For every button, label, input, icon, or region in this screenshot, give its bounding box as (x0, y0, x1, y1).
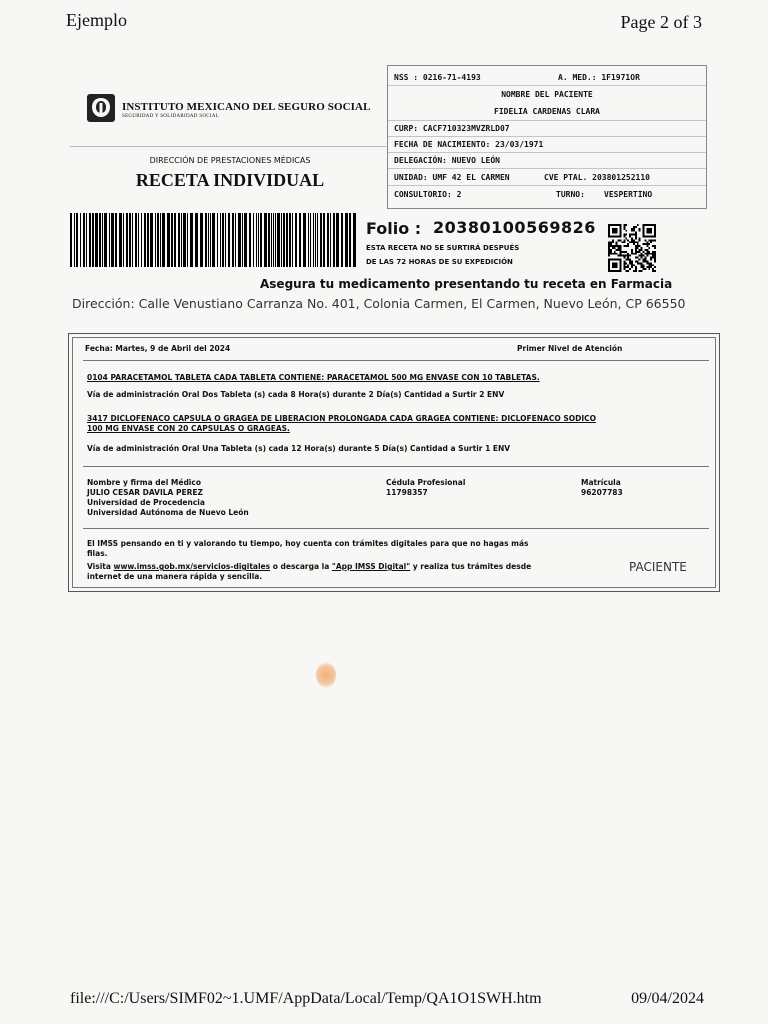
folio-note-line1: ESTA RECETA NO SE SURTIRÁ DESPUÉS (366, 244, 520, 252)
patient-consultorio: CONSULTORIO: 2 (394, 190, 462, 199)
matricula-number: 96207783 (581, 488, 623, 497)
prescription-box (68, 333, 720, 592)
folio-label: Folio : (366, 219, 422, 238)
visita-text: Visita (87, 562, 114, 571)
cedula-label: Cédula Profesional (386, 478, 466, 487)
paper-stain (316, 662, 336, 688)
page-header-left: Ejemplo (66, 10, 127, 30)
unit-address: Dirección: Calle Venustiano Carranza No. 401, Colonia Carmen, El Carmen, Nuevo León, CP 66550 (72, 296, 686, 311)
doctor-name: JULIO CESAR DAVILA PEREZ (87, 488, 203, 497)
patient-turno: VESPERTINO (604, 190, 653, 199)
patient-birthdate: FECHA DE NACIMIENTO: 23/03/1971 (394, 140, 544, 149)
page-footer-path: file:///C:/Users/SIMF02~1.UMF/AppData/Local/Temp/QA1O1SWH.htm (70, 990, 542, 1007)
imss-digital-message-line3 (87, 562, 531, 571)
descarga-text: o descarga la (270, 562, 332, 571)
app-imss-digital-link[interactable]: "App IMSS Digital" (331, 562, 411, 571)
attention-level: Primer Nivel de Atención (517, 344, 623, 353)
pharmacy-notice: Asegura tu medicamento presentando tu receta en Farmacia (260, 277, 673, 291)
patient-turno-label: TURNO: (556, 190, 585, 199)
patient-info-box (387, 65, 707, 209)
imss-digital-message-line4: internet de una manera rápida y sencilla. (87, 572, 263, 581)
patient-amed: A. MED.: 1F1971OR (558, 73, 640, 82)
medication-1-description: 0104 PARACETAMOL TABLETA CADA TABLETA CONTIENE: PARACETAMOL 500 MG ENVASE CON 10 TABLETAS. (87, 373, 540, 382)
institution-name: INSTITUTO MEXICANO DEL SEGURO SOCIAL (122, 101, 371, 113)
copy-label: PACIENTE (629, 560, 687, 574)
folio-note (366, 241, 519, 269)
patient-unidad: UNIDAD: UMF 42 EL CARMEN (394, 173, 510, 182)
patient-nss: NSS : 0216-71-4193 (394, 73, 481, 82)
imss-logo-icon (86, 93, 116, 123)
institution-tagline: SEGURIDAD Y SOLIDARIDAD SOCIAL (122, 114, 220, 119)
patient-delegacion: DELEGACIÓN: NUEVO LEÓN (394, 156, 500, 165)
barcode-image (70, 213, 358, 267)
university-name: Universidad Autónoma de Nuevo León (87, 508, 249, 517)
medication-1-instructions: Vía de administración Oral Dos Tableta (s) cada 8 Hora(s) durante 2 Día(s) Cantidad a Surtir 2 ENV (87, 390, 505, 399)
imss-digital-message-line2: filas. (87, 549, 108, 558)
realiza-text: y realiza tus trámites desde (410, 562, 532, 571)
document-title: RECETA INDIVIDUAL (135, 170, 325, 190)
university-label: Universidad de Procedencia (87, 498, 205, 507)
doctor-label: Nombre y firma del Médico (87, 478, 201, 487)
patient-cve-ptal: CVE PTAL. 203801252110 (544, 173, 650, 182)
folio-note-line2: DE LAS 72 HORAS DE SU EXPEDICIÓN (366, 258, 513, 266)
folio-number: 20380100569826 (433, 218, 596, 237)
servicios-digitales-link[interactable]: www.imss.gob.mx/servicios-digitales (113, 562, 271, 571)
medication-2-description-line2: 100 MG ENVASE CON 20 CAPSULAS O GRAGEAS. (87, 424, 290, 433)
patient-name-label: NOMBRE DEL PACIENTE (501, 90, 593, 99)
patient-name: FIDELIA CARDENAS CLARA (494, 107, 600, 116)
header-divider (70, 146, 388, 147)
medication-2-instructions: Vía de administración Oral Una Tableta (s) cada 12 Hora(s) durante 5 Día(s) Cantidad a Surtir 1 ENV (87, 444, 511, 453)
qr-code-image (608, 224, 656, 272)
prescription-date: Fecha: Martes, 9 de Abril del 2024 (85, 344, 231, 353)
matricula-label: Matrícula (581, 478, 621, 487)
cedula-number: 11798357 (386, 488, 428, 497)
department-name: DIRECCIÓN DE PRESTACIONES MÉDICAS (149, 156, 311, 165)
patient-curp: CURP: CACF710323MVZRLD07 (394, 124, 510, 133)
page-footer-date: 09/04/2024 (631, 990, 704, 1007)
imss-digital-message-line1: El IMSS pensando en ti y valorando tu tiempo, hoy cuenta con trámites digitales para que no hagas más (87, 539, 529, 548)
medication-2-description-line1: 3417 DICLOFENACO CAPSULA O GRAGEA DE LIBERACION PROLONGADA CADA GRAGEA CONTIENE: DICLOFENACO SODICO (87, 414, 597, 423)
page-header-right: Page 2 of 3 (620, 12, 702, 32)
